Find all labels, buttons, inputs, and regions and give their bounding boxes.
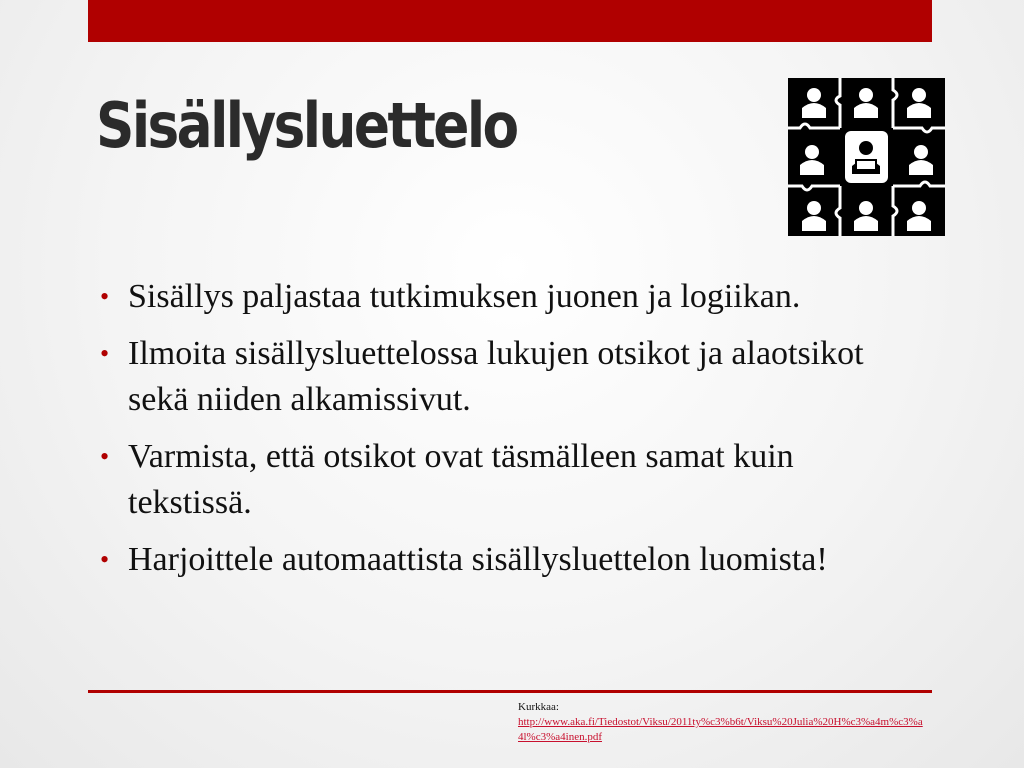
bullet-dot: •	[100, 282, 110, 311]
bullet-item	[100, 331, 900, 423]
bullet-text: Varmista, että otsikot ovat täsmälleen samat kuin tekstissä.	[128, 438, 794, 521]
bullet-list	[100, 274, 900, 594]
slide-title: Sisällysluettelo	[96, 89, 517, 162]
bullet-item	[100, 434, 900, 526]
bullet-item	[100, 537, 900, 583]
bullet-text: Sisällys paljastaa tutkimuksen juonen ja logiikan.	[128, 278, 801, 315]
source-link[interactable]: http://www.aka.fi/Tiedostot/Viksu/2011ty%c3%b6t/Viksu%20Julia%20H%c3%a4m%c3%a4l%c3%a4inen.pdf	[518, 716, 923, 743]
bullet-item	[100, 274, 900, 320]
footer-divider	[88, 690, 932, 693]
bullet-text: Ilmoita sisällysluettelossa lukujen otsikot ja alaotsikot sekä niiden alkamissivut.	[128, 335, 864, 418]
bullet-dot: •	[100, 545, 110, 574]
source-reference	[518, 700, 928, 745]
top-accent-bar	[88, 0, 932, 42]
bullet-dot: •	[100, 442, 110, 471]
bullet-dot: •	[100, 339, 110, 368]
puzzle-people-icon	[788, 78, 945, 236]
bullet-text: Harjoittele automaattista sisällysluettelon luomista!	[128, 541, 828, 578]
source-label: Kurkkaa:	[518, 701, 559, 713]
